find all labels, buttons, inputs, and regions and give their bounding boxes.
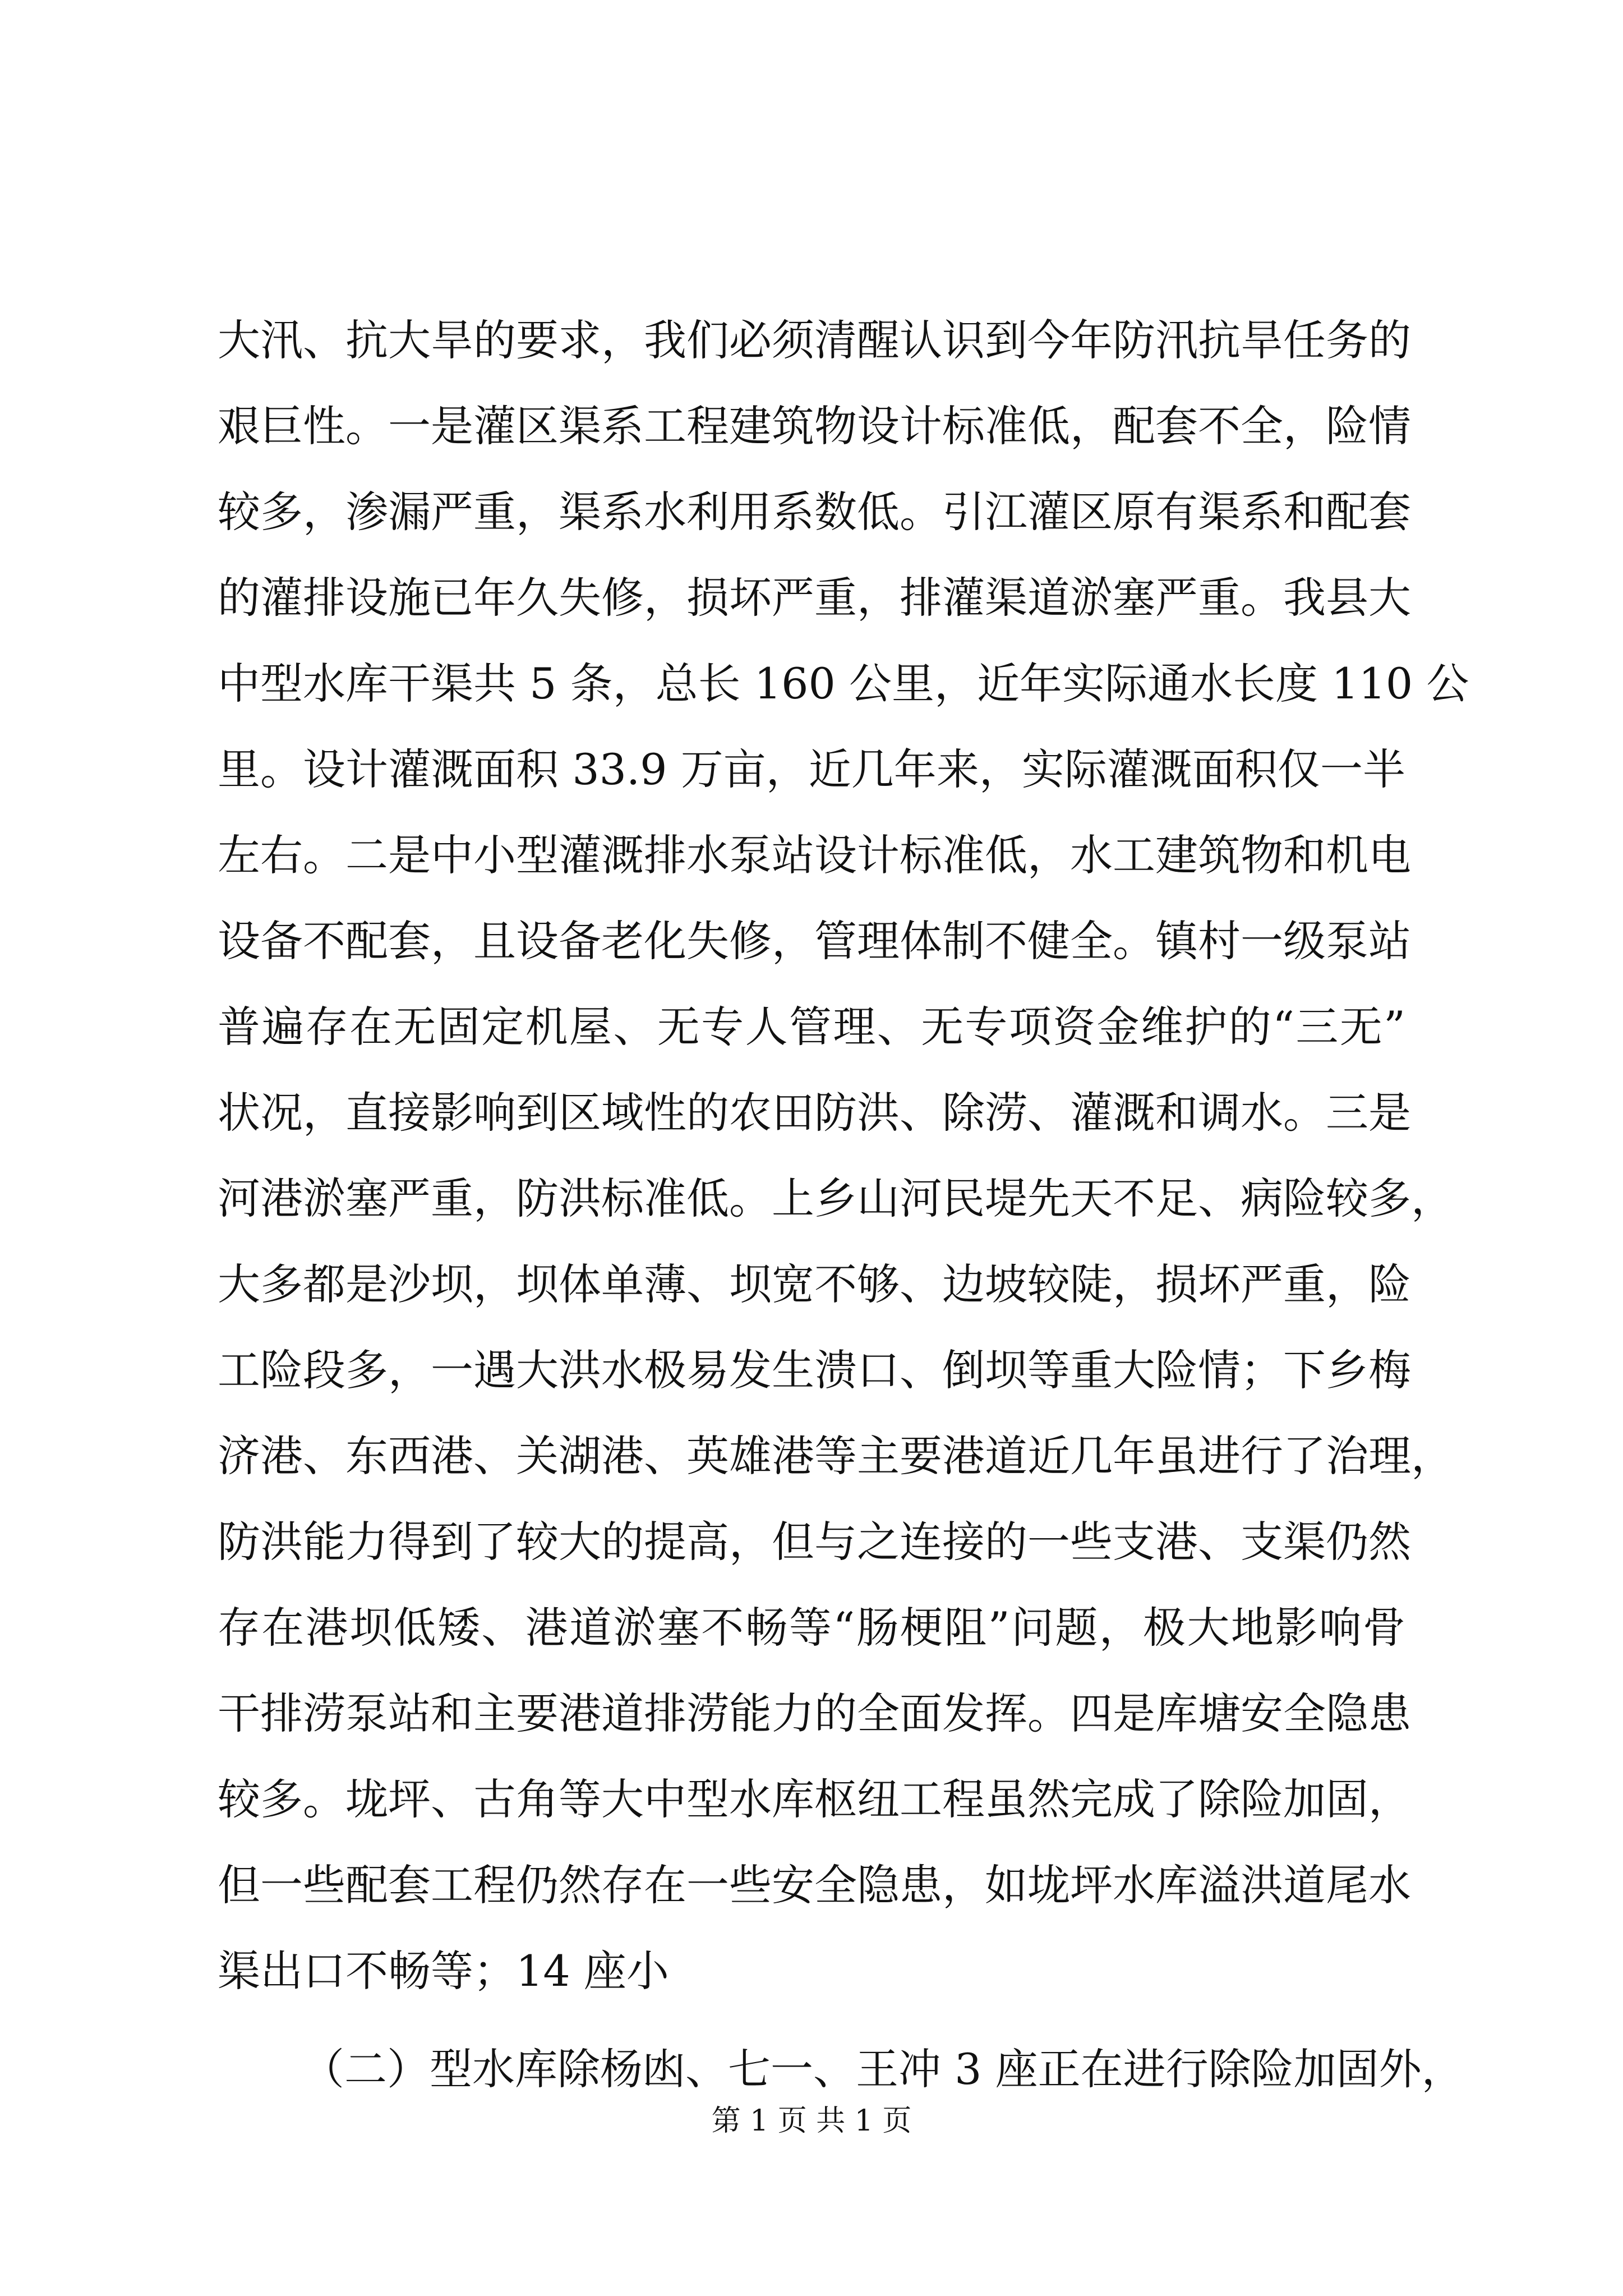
page-footer xyxy=(0,2101,1623,2141)
text-line: 渠出口不畅等；14 座小 xyxy=(218,1946,669,1996)
paragraph-gap xyxy=(218,2014,1405,2026)
document-body xyxy=(218,297,1469,2112)
text-line: 状况，直接影响到区域性的农田防洪、除涝、灌溉和调水。三是 xyxy=(218,1088,1411,1138)
text-line: 里。设计灌溉面积 33.9 万亩，近几年来，实际灌溉面积仅一半 xyxy=(218,744,1405,794)
text-line: 济港、东西港、关湖港、英雄港等主要港道近几年虽进行了治理， xyxy=(218,1431,1454,1481)
text-line: 中型水库干渠共 5 条，总长 160 公里，近年实际通水长度 110 公 xyxy=(218,659,1469,708)
text-line: 普遍存在无固定机屋、无专人管理、无专项资金维护的“三无” xyxy=(218,1002,1405,1052)
text-line: 较多。垅坪、古角等大中型水库枢纽工程虽然完成了除险加固， xyxy=(218,1774,1411,1824)
text-line: 大汛、抗大旱的要求，我们必须清醒认识到今年防汛抗旱任务的 xyxy=(218,315,1411,365)
text-line: 左右。二是中小型灌溉排水泵站设计标准低，水工建筑物和机电 xyxy=(218,830,1411,880)
text-line: 干排涝泵站和主要港道排涝能力的全面发挥。四是库塘安全隐患 xyxy=(218,1688,1411,1738)
paragraph-2-line: （二）型水库除杨凼、七一、王冲 3 座正在进行除险加固外， xyxy=(302,2044,1464,2094)
text-line: 设备不配套，且设备老化失修，管理体制不健全。镇村一级泵站 xyxy=(218,916,1411,966)
text-line: 艰巨性。一是灌区渠系工程建筑物设计标准低，配套不全，险情 xyxy=(218,401,1411,451)
text-line: 防洪能力得到了较大的提高，但与之连接的一些支港、支渠仍然 xyxy=(218,1517,1411,1567)
text-line: 但一些配套工程仍然存在一些安全隐患，如垅坪水库溢洪道尾水 xyxy=(218,1860,1411,1910)
text-line: 工险段多，一遇大洪水极易发生溃口、倒坝等重大险情；下乡梅 xyxy=(218,1345,1411,1395)
text-line: 大多都是沙坝，坝体单薄、坝宽不够、边坡较陡，损坏严重，险 xyxy=(218,1259,1411,1309)
text-line: 存在港坝低矮、港道淤塞不畅等“肠梗阻”问题，极大地影响骨 xyxy=(218,1603,1405,1653)
text-line: 的灌排设施已年久失修，损坏严重，排灌渠道淤塞严重。我县大 xyxy=(218,573,1411,623)
text-line: 河港淤塞严重，防洪标准低。上乡山河民堤先天不足、病险较多， xyxy=(218,1174,1454,1223)
text-line: 较多，渗漏严重，渠系水利用系数低。引江灌区原有渠系和配套 xyxy=(218,487,1411,537)
page-number-label: 第 1 页 共 1 页 xyxy=(711,2104,912,2138)
